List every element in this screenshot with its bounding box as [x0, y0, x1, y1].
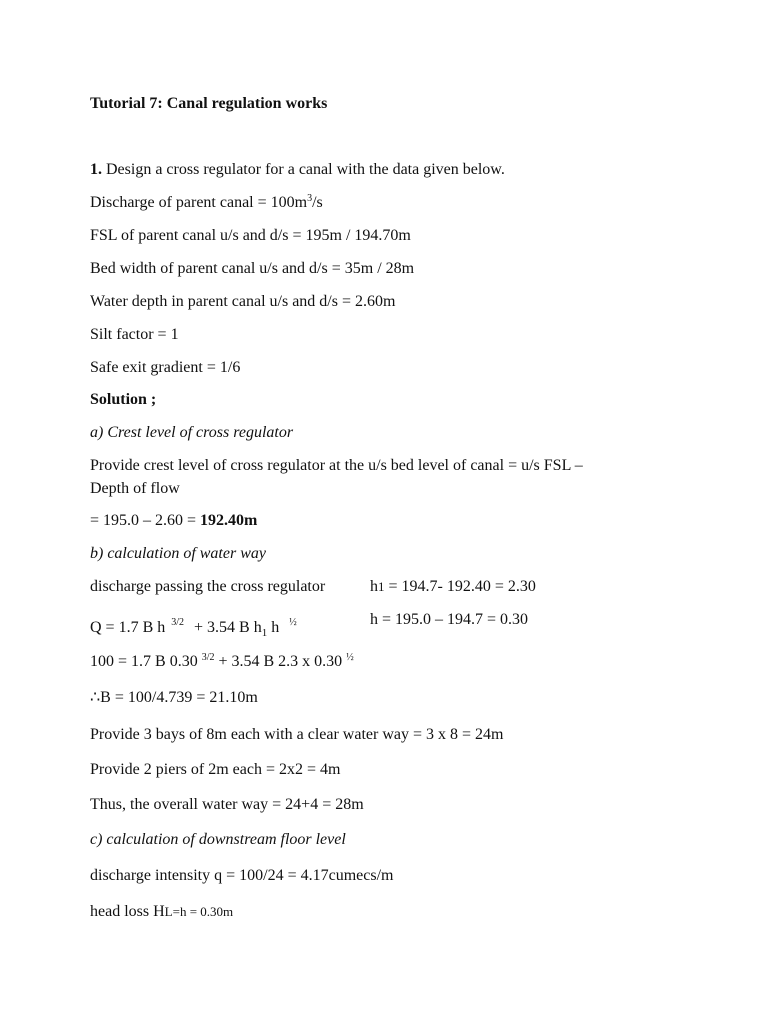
- section-b-title: b) calculation of water way: [90, 545, 266, 562]
- fsl-line: FSL of parent canal u/s and d/s = 195m / 194.70m: [90, 227, 411, 244]
- h1-line: [370, 577, 536, 597]
- piers-line: Provide 2 piers of 2m each = 2x2 = 4m: [90, 761, 341, 778]
- discharge-passing-text: discharge passing the cross regulator: [90, 578, 326, 595]
- formula-exponent-2: ½: [289, 617, 297, 628]
- crest-text-line-2: Depth of flow: [90, 480, 180, 497]
- discharge-unit: /s: [312, 194, 323, 211]
- formula-exponent-1: 3/2: [171, 617, 185, 628]
- section-c-title: c) calculation of downstream floor level: [90, 831, 346, 848]
- crest-result: 192.40m: [200, 512, 258, 529]
- h1-value: = 194.7- 192.40 = 2.30: [384, 578, 536, 595]
- problem-number: 1.: [90, 161, 102, 178]
- silt-factor-line: Silt factor = 1: [90, 326, 179, 343]
- crest-calc-line: [90, 511, 257, 531]
- formula-part-a: Q = 1.7 B h: [90, 619, 166, 636]
- water-depth-line: Water depth in parent canal u/s and d/s = 2.60m: [90, 293, 396, 310]
- crest-calc: = 195.0 – 2.60 =: [90, 512, 201, 529]
- formula-part-c: h: [267, 619, 280, 636]
- bays-line: Provide 3 bays of 8m each with a clear water way = 3 x 8 = 24m: [90, 726, 504, 743]
- head-loss-value: =h = 0.30m: [172, 904, 234, 919]
- problem-text: Design a cross regulator for a canal with the data given below.: [106, 161, 505, 178]
- problem-statement: [90, 160, 505, 180]
- discharge-line: [90, 193, 323, 213]
- overall-waterway-line: Thus, the overall water way = 24+4 = 28m: [90, 796, 364, 813]
- crest-text-line-1: Provide crest level of cross regulator at the u/s bed level of canal = u/s FSL –: [90, 457, 583, 474]
- page-title: Tutorial 7: Canal regulation works: [90, 95, 328, 112]
- head-loss-label: head loss H: [90, 903, 165, 920]
- discharge-label: Discharge of parent canal = 100m: [90, 194, 308, 211]
- exit-gradient-line: Safe exit gradient = 1/6: [90, 359, 241, 376]
- h1-label: h: [370, 578, 378, 595]
- subst-part-a: 100 = 1.7 B 0.30: [90, 653, 202, 670]
- formula-subscript-1: 1: [261, 627, 268, 639]
- h1-subscript: 1: [378, 579, 385, 594]
- solution-heading: Solution ;: [90, 391, 157, 408]
- subst-part-b: + 3.54 B 2.3 x 0.30: [214, 653, 347, 670]
- discharge-formula: [90, 618, 307, 640]
- head-loss-line: [90, 902, 233, 922]
- substitution-line: [90, 652, 354, 672]
- formula-part-b: + 3.54 B h: [190, 619, 262, 636]
- head-loss-subscript: L: [164, 904, 173, 919]
- bed-width-line: Bed width of parent canal u/s and d/s = 35m / 28m: [90, 260, 415, 277]
- b-result-line: ∴B = 100/4.739 = 21.10m: [90, 689, 258, 706]
- discharge-intensity-line: discharge intensity q = 100/24 = 4.17cumecs/m: [90, 867, 394, 884]
- discharge-exponent: 3: [307, 193, 313, 204]
- h-line: h = 195.0 – 194.7 = 0.30: [370, 611, 529, 628]
- subst-exponent-1: 3/2: [201, 652, 215, 663]
- subst-exponent-2: ½: [346, 652, 354, 663]
- section-a-title: a) Crest level of cross regulator: [90, 424, 294, 441]
